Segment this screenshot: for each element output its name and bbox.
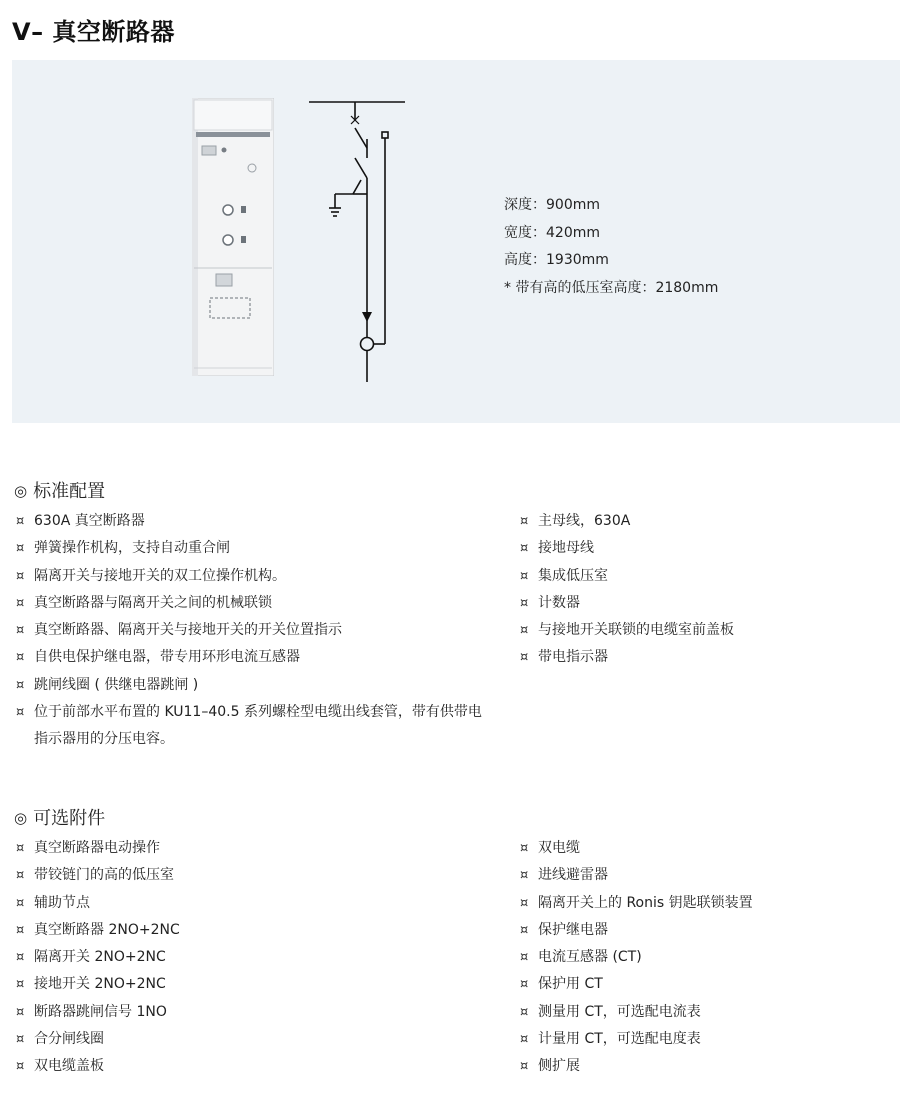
dimension-specs (504, 192, 718, 302)
list-item: ¤ 断路器跳闸信号 1NO (14, 999, 484, 1026)
list-item: ¤ 跳闸线圈 ( 供继电器跳闸 ) (14, 672, 484, 699)
list-item: ¤ 计数器 (518, 590, 888, 617)
optional-accessories-heading (14, 804, 105, 830)
standard-config-left-list (14, 508, 484, 754)
list-item: ¤ 隔离开关与接地开关的双工位操作机构。 (14, 563, 484, 590)
optional-accessories-left-list (14, 835, 484, 1081)
dimension-note: * 带有高的低压室高度：2180mm (504, 279, 719, 296)
single-line-diagram (305, 94, 425, 384)
list-item: ¤ 带电指示器 (518, 644, 888, 671)
list-item: ¤ 隔离开关 2NO+2NC (14, 944, 484, 971)
list-item: ¤ 真空断路器 2NO+2NC (14, 917, 484, 944)
list-item: ¤ 弹簧操作机构，支持自动重合闸 (14, 535, 484, 562)
figure-panel (12, 60, 900, 423)
list-item: ¤ 双电缆 (518, 835, 888, 862)
cabinet-illustration (192, 98, 274, 376)
ring-icon: ◎ (14, 482, 28, 500)
list-item: ¤ 合分闸线圈 (14, 1026, 484, 1053)
list-item: ¤ 计量用 CT，可选配电度表 (518, 1026, 888, 1053)
dimension-width: 宽度：420mm (504, 224, 600, 241)
list-item: ¤ 630A 真空断路器 (14, 508, 484, 535)
standard-config-heading-text: 标准配置 (33, 481, 106, 502)
list-item: ¤ 电流互感器 (CT) (518, 944, 888, 971)
list-item: ¤ 真空断路器与隔离开关之间的机械联锁 (14, 590, 484, 617)
list-item: ¤ 隔离开关上的 Ronis 钥匙联锁装置 (518, 890, 888, 917)
ring-icon: ◎ (14, 809, 28, 827)
list-item: ¤ 测量用 CT，可选配电流表 (518, 999, 888, 1026)
list-item: ¤ 保护继电器 (518, 917, 888, 944)
page-title: V– 真空断路器 (12, 18, 175, 46)
list-item: ¤ 与接地开关联锁的电缆室前盖板 (518, 617, 888, 644)
list-item: ¤ 自供电保护继电器，带专用环形电流互感器 (14, 644, 484, 671)
list-item: ¤ 接地开关 2NO+2NC (14, 971, 484, 998)
standard-config-right-list (518, 508, 888, 672)
list-item: ¤ 集成低压室 (518, 563, 888, 590)
list-item: ¤ 双电缆盖板 (14, 1053, 484, 1080)
dimension-depth: 深度：900mm (504, 197, 600, 213)
list-item: ¤ 主母线，630A (518, 508, 888, 535)
list-item: ¤ 保护用 CT (518, 971, 888, 998)
list-item: ¤ 带铰链门的高的低压室 (14, 862, 484, 889)
optional-accessories-heading-text: 可选附件 (33, 808, 106, 829)
list-item: ¤ 位于前部水平布置的 KU11–40.5 系列螺栓型电缆出线套管，带有供带电指示器用的分压电容。 (14, 699, 484, 754)
list-item: ¤ 接地母线 (518, 535, 888, 562)
list-item: ¤ 侧扩展 (518, 1053, 888, 1080)
dimension-height: 高度：1930mm (504, 252, 609, 268)
list-item: ¤ 真空断路器、隔离开关与接地开关的开关位置指示 (14, 617, 484, 644)
list-item: ¤ 真空断路器电动操作 (14, 835, 484, 862)
list-item: ¤ 进线避雷器 (518, 862, 888, 889)
optional-accessories-right-list (518, 835, 888, 1081)
list-item: ¤ 辅助节点 (14, 890, 484, 917)
standard-config-heading (14, 477, 105, 503)
